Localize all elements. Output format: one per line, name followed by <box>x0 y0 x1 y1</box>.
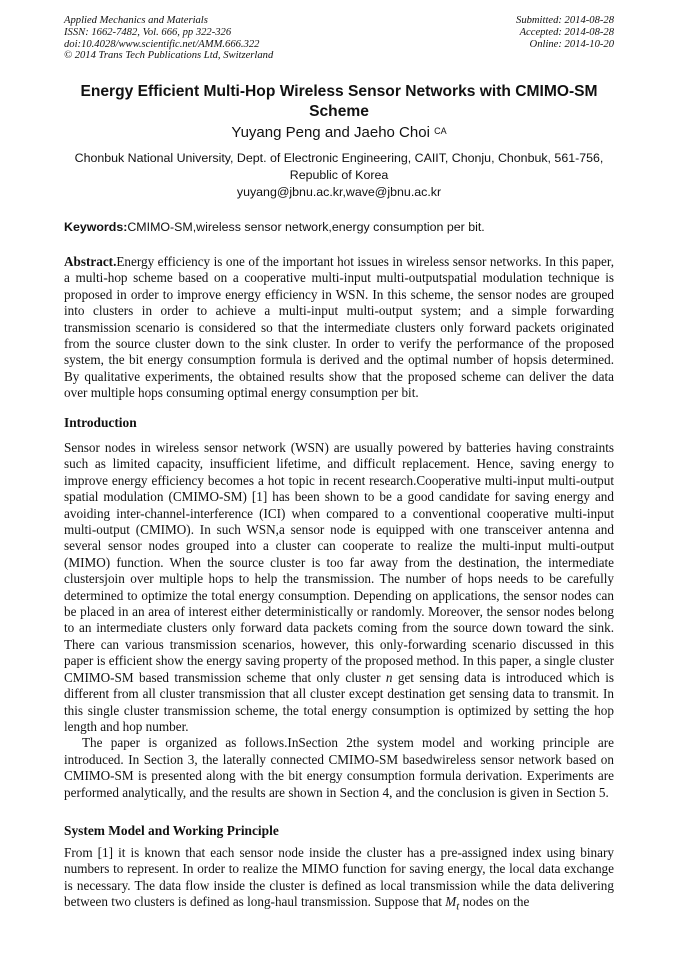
keywords-label: Keywords: <box>64 220 128 234</box>
issn-line: ISSN: 1662-7482, Vol. 666, pp 322-326 <box>64 26 232 38</box>
intro-text-part: get sensing data is introduced which is different from all cluster transmission that all cluster except destination get sensing data to transmit. In this single cluster transmission scheme, the total energy consumption is optimized by setting the hop length and hop number. <box>64 669 614 734</box>
intro-text-part: Sensor nodes in wireless sensor network (WSN) are usually powered by batteries having constraints such as limited capacity, insufficient lifetime, and difficult replacement. Hence, saving energy to improve energy efficiency becomes a hot topic in recent research.Cooperative multi-input multi-output spatial modulation (CMIMO-SM) [1] has been shown to be a good candidate for saving energy and avoiding inter-channel-interference (ICI) when compared to a conventional cooperative multi-input multi-output (CMIMO). In such WSN,a sensor node is equipped with one transceiver antenna and several sensor nodes grouped into a cluster can cooperate to realize the multi-input multi-output (MIMO) function. When the source cluster is too far away from the destination, the intermediate clustersjoin over multiple hops to help the transmission. The number of hops needs to be carefully determined to optimize the total energy consumption. Depending on applications, the sensor nodes can be placed in an area of interest either deterministically or randomly. Moreover, the sensor nodes belong to an intermediate clusters only forward data packets coming from the source down toward the sink. There can various transmission scenarios, however, this only-forwarding scenario discussed in this paper is efficient show the energy saving property of the proposed method. In this paper, a single cluster CMIMO-SM based transmission scheme that only cluster <box>64 440 614 685</box>
introduction-paragraph <box>64 440 614 735</box>
math-variable-subscript: t <box>456 900 460 913</box>
math-variable: n <box>385 669 393 685</box>
introduction-body <box>64 440 614 801</box>
doi-line: doi:10.4028/www.scientific.net/AMM.666.322 <box>64 38 260 50</box>
author-line <box>64 124 614 142</box>
accepted-date: Accepted: 2014-08-28 <box>519 26 614 38</box>
journal-info <box>64 15 273 62</box>
abstract-label: Abstract. <box>64 254 117 269</box>
affiliation: Chonbuk National University, Dept. of Electronic Engineering, CAIIT, Chonju, Chonbuk, 561-756, Republic of Korea <box>74 151 604 182</box>
keywords-line <box>64 219 614 235</box>
abstract-text: Energy efficiency is one of the important hot issues in wireless sensor networks. In this paper, a multi-hop scheme based on a cooperative multi-input multi-outputspatial modulation technique is proposed in order to improve energy efficiency in WSN. In this scheme, the sensor nodes are grouped into clusters in order to achieve a multi-input multi-output system; and a simple forwarding transmission scenario is considered so that the intermediate clusters only forward packets originated from the source cluster down to the sink cluster. In order to verify the performance of the proposed system, the bit energy consumption formula is derived and the optimal number of hopsis determined. By qualitative experiments, the obtained results show that the proposed scheme can deliver the data over multiple hops consuming optimal energy consumption per bit. <box>64 254 614 401</box>
introduction-paragraph: The paper is organized as follows.InSection 2the system model and working principle are introduced. In Section 3, the laterally connected CMIMO-SM basedwireless sensor network based on CMIMO-SM is presented along with the bit energy consumption formula derivation. Experiments are performed analytically, and the results are shown in Section 4, and the conclusion is given in Section 5. <box>64 735 614 800</box>
system-model-paragraph <box>64 845 614 915</box>
introduction-heading: Introduction <box>64 415 137 430</box>
publication-dates <box>516 15 614 50</box>
system-model-heading: System Model and Working Principle <box>64 823 279 838</box>
copyright-line: © 2014 Trans Tech Publications Ltd, Switzerland <box>64 50 274 62</box>
math-variable-base: M <box>445 894 457 910</box>
author-emails: yuyang@jbnu.ac.kr,wave@jbnu.ac.kr <box>236 185 442 199</box>
system-text-part: nodes on the <box>459 894 530 910</box>
submitted-date: Submitted: 2014-08-28 <box>516 15 614 26</box>
online-date: Online: 2014-10-20 <box>529 38 614 50</box>
paper-title: Energy Efficient Multi-Hop Wireless Sensor Networks with CMIMO-SM Scheme <box>80 83 598 120</box>
abstract <box>64 254 614 402</box>
author-names: Yuyang Peng and Jaeho Choi <box>231 124 430 141</box>
math-variable <box>445 894 460 913</box>
journal-name: Applied Mechanics and Materials <box>64 15 208 26</box>
keywords-text: CMIMO-SM,wireless sensor network,energy consumption per bit. <box>127 220 485 234</box>
corresponding-author-mark: CA <box>434 126 447 136</box>
system-text-part: From [1] it is known that each sensor node inside the cluster has a pre-assigned index using binary numbers to represent. In order to realize the MIMO function for saving energy, the local data exchange is necessary. The data flow inside the cluster is defined as local transmission while the data delivering between two clusters is defined as long-haul transmission. Suppose that <box>64 845 614 910</box>
system-model-body <box>64 845 614 915</box>
